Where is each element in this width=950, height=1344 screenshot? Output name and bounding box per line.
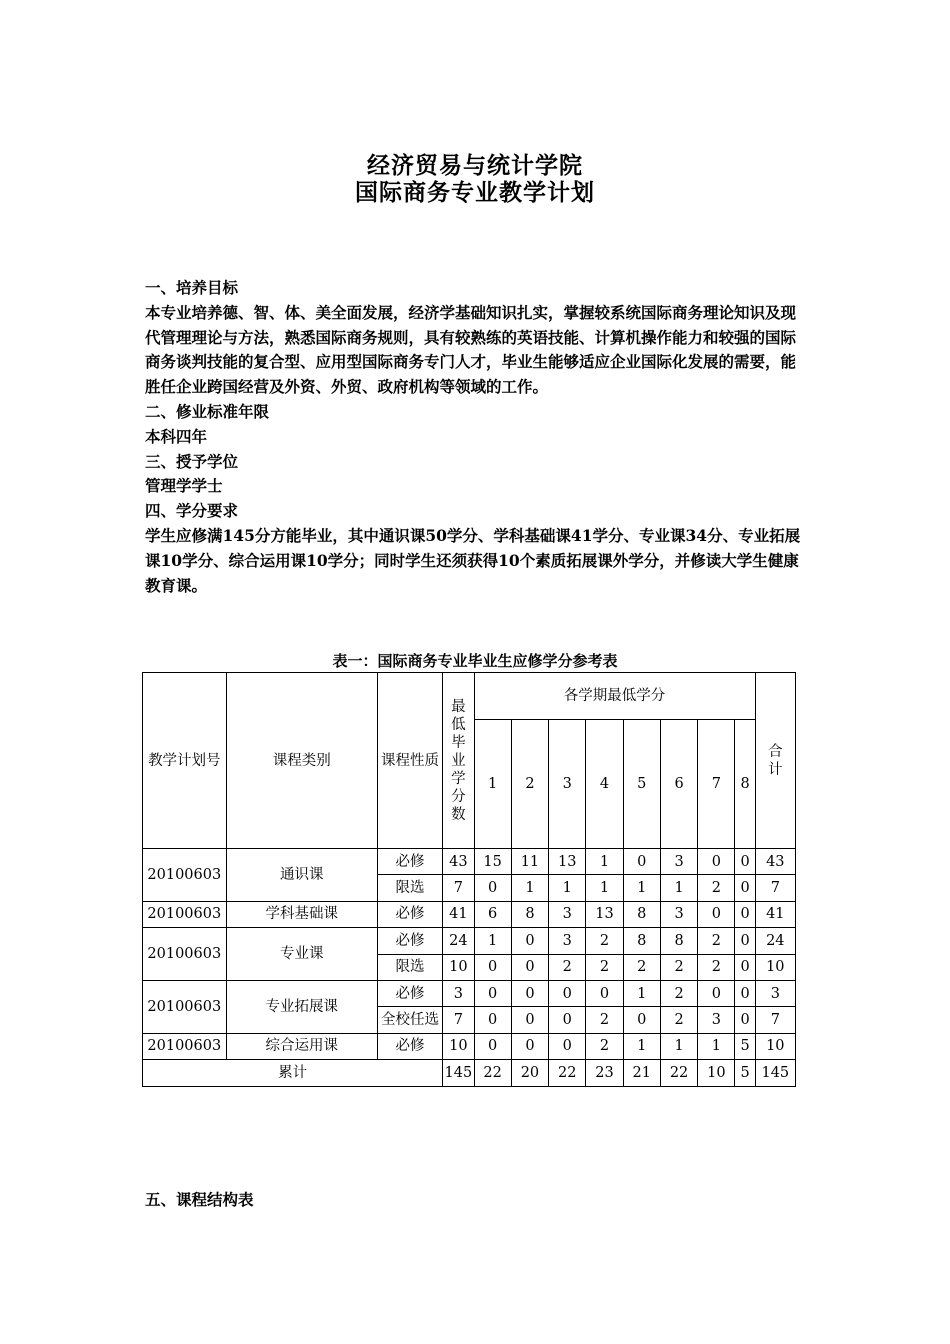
- summary-total: 145: [755, 1060, 795, 1086]
- header-semester-5: 5: [623, 720, 660, 849]
- cell-plan-no: 20100603: [143, 928, 227, 981]
- cell-semester-1: 0: [474, 980, 511, 1006]
- cell-semester-3: 13: [549, 849, 586, 875]
- cell-semester-4: 1: [586, 875, 623, 901]
- cell-semester-6: 2: [660, 1007, 697, 1033]
- cell-semester-5: 0: [623, 1007, 660, 1033]
- summary-semester-7: 10: [698, 1060, 735, 1086]
- cell-min-credits: 7: [443, 875, 474, 901]
- cell-plan-no: 20100603: [143, 980, 227, 1033]
- summary-semester-6: 22: [660, 1060, 697, 1086]
- cell-min-credits: 24: [443, 928, 474, 954]
- header-semester-1: 1: [474, 720, 511, 849]
- cell-semester-2: 0: [511, 928, 548, 954]
- summary-semester-1: 22: [474, 1060, 511, 1086]
- header-total-char: 计: [768, 761, 783, 778]
- header-plan-no: 教学计划号: [143, 673, 227, 849]
- section-3-text: 管理学学士: [145, 476, 223, 496]
- cell-total: 7: [755, 1007, 795, 1033]
- section-2-heading: 二、修业标准年限: [145, 401, 270, 421]
- cell-nature: 必修: [377, 849, 443, 875]
- cell-semester-6: 1: [660, 875, 697, 901]
- cell-plan-no: 20100603: [143, 1033, 227, 1059]
- plan-title: 国际商务专业教学计划: [355, 179, 595, 206]
- summary-semester-4: 23: [586, 1060, 623, 1086]
- cell-semester-7: 2: [698, 928, 735, 954]
- cell-semester-2: 1: [511, 875, 548, 901]
- summary-semester-2: 20: [511, 1060, 548, 1086]
- cell-semester-8: 5: [735, 1033, 755, 1059]
- cell-semester-5: 1: [623, 1033, 660, 1059]
- sections-block: [145, 276, 810, 598]
- cell-semester-7: 2: [698, 954, 735, 980]
- cell-semester-2: 0: [511, 980, 548, 1006]
- cell-semester-4: 0: [586, 980, 623, 1006]
- cell-plan-no: 20100603: [143, 901, 227, 927]
- cell-min-credits: 10: [443, 1033, 474, 1059]
- cell-semester-8: 0: [735, 901, 755, 927]
- cell-semester-1: 0: [474, 954, 511, 980]
- cell-min-credits: 7: [443, 1007, 474, 1033]
- cell-semester-6: 8: [660, 928, 697, 954]
- cell-nature: 必修: [377, 928, 443, 954]
- header-semester-min: 各学期最低学分: [474, 673, 755, 720]
- cell-semester-8: 0: [735, 954, 755, 980]
- cell-semester-2: 8: [511, 901, 548, 927]
- table-row: [143, 1033, 796, 1059]
- cell-nature: 全校任选: [377, 1007, 443, 1033]
- cell-total: 24: [755, 928, 795, 954]
- cell-total: 7: [755, 875, 795, 901]
- cell-semester-2: 11: [511, 849, 548, 875]
- header-min-char: 最: [451, 698, 466, 715]
- cell-semester-6: 2: [660, 980, 697, 1006]
- header-total-char: 合: [768, 743, 783, 760]
- table-row: [143, 901, 796, 927]
- cell-semester-4: 2: [586, 1007, 623, 1033]
- cell-total: 10: [755, 954, 795, 980]
- cell-semester-6: 1: [660, 1033, 697, 1059]
- cell-semester-4: 13: [586, 901, 623, 927]
- summary-label: 累计: [143, 1060, 443, 1086]
- cell-nature: 限选: [377, 954, 443, 980]
- cell-semester-3: 0: [549, 1033, 586, 1059]
- cell-semester-1: 6: [474, 901, 511, 927]
- header-category: 课程类别: [226, 673, 377, 849]
- cell-semester-5: 2: [623, 954, 660, 980]
- cell-nature: 必修: [377, 1033, 443, 1059]
- section-4-text: 学生应修满145分方能毕业，其中通识课50学分、学科基础课41学分、专业课34分、专业拓展课10学分、综合运用课10学分；同时学生还须获得10个素质拓展课外学分，并修读大学生健康教育课。: [145, 525, 801, 595]
- cell-semester-8: 0: [735, 1007, 755, 1033]
- section-1-text: 本专业培养德、智、体、美全面发展，经济学基础知识扎实，掌握较系统国际商务理论知识及现代管理理论与方法，熟悉国际商务规则，具有较熟练的英语技能、计算机操作能力和较强的国际商务谈判技能的复合型、应用型国际商务专门人才，毕业生能够适应企业国际化发展的需要，能胜任企业跨国经营及外资、外贸、政府机构等领域的工作。: [145, 302, 797, 397]
- cell-semester-4: 2: [586, 1033, 623, 1059]
- cell-semester-1: 0: [474, 1033, 511, 1059]
- cell-semester-1: 0: [474, 875, 511, 901]
- cell-semester-6: 3: [660, 901, 697, 927]
- cell-semester-6: 2: [660, 954, 697, 980]
- header-min-char: 低: [451, 716, 466, 733]
- header-min-char: 业: [451, 752, 466, 769]
- cell-semester-5: 1: [623, 875, 660, 901]
- cell-plan-no: 20100603: [143, 849, 227, 902]
- header-nature: 课程性质: [377, 673, 443, 849]
- cell-semester-4: 2: [586, 928, 623, 954]
- summary-row: [143, 1060, 796, 1086]
- cell-semester-5: 8: [623, 928, 660, 954]
- section-4-heading: 四、学分要求: [145, 501, 239, 521]
- section-2-text: 本科四年: [145, 426, 208, 446]
- section-3-heading: 三、授予学位: [145, 451, 239, 471]
- cell-semester-8: 0: [735, 980, 755, 1006]
- cell-semester-7: 2: [698, 875, 735, 901]
- cell-total: 41: [755, 901, 795, 927]
- header-row-1: [143, 673, 796, 720]
- cell-semester-8: 0: [735, 928, 755, 954]
- cell-category: 专业课: [226, 928, 377, 981]
- summary-semester-3: 22: [549, 1060, 586, 1086]
- header-semester-2: 2: [511, 720, 548, 849]
- table-row: [143, 849, 796, 875]
- cell-semester-1: 15: [474, 849, 511, 875]
- cell-semester-7: 3: [698, 1007, 735, 1033]
- cell-semester-2: 0: [511, 1007, 548, 1033]
- cell-semester-8: 0: [735, 875, 755, 901]
- cell-semester-1: 1: [474, 928, 511, 954]
- cell-min-credits: 43: [443, 849, 474, 875]
- cell-category: 通识课: [226, 849, 377, 902]
- cell-semester-3: 2: [549, 954, 586, 980]
- credits-table: [142, 672, 796, 1087]
- cell-min-credits: 41: [443, 901, 474, 927]
- header-min-char: 数: [451, 806, 466, 823]
- table-caption: 表一：国际商务专业毕业生应修学分参考表: [332, 652, 618, 670]
- header-total: [755, 673, 795, 849]
- cell-nature: 限选: [377, 875, 443, 901]
- table-row: [143, 980, 796, 1006]
- cell-semester-3: 3: [549, 901, 586, 927]
- cell-semester-8: 0: [735, 849, 755, 875]
- cell-semester-2: 0: [511, 1033, 548, 1059]
- cell-total: 3: [755, 980, 795, 1006]
- cell-semester-3: 1: [549, 875, 586, 901]
- table-row: [143, 928, 796, 954]
- cell-semester-2: 0: [511, 954, 548, 980]
- summary-semester-5: 21: [623, 1060, 660, 1086]
- header-semester-7: 7: [698, 720, 735, 849]
- header-min-char: 分: [451, 788, 466, 805]
- cell-semester-7: 0: [698, 980, 735, 1006]
- header-semester-8: 8: [735, 720, 755, 849]
- cell-semester-1: 0: [474, 1007, 511, 1033]
- cell-category: 专业拓展课: [226, 980, 377, 1033]
- college-title: 经济贸易与统计学院: [367, 152, 583, 179]
- header-min-credits: [443, 673, 474, 849]
- cell-semester-5: 1: [623, 980, 660, 1006]
- cell-min-credits: 3: [443, 980, 474, 1006]
- summary-min-credits: 145: [443, 1060, 474, 1086]
- cell-semester-5: 0: [623, 849, 660, 875]
- cell-semester-3: 3: [549, 928, 586, 954]
- cell-semester-4: 1: [586, 849, 623, 875]
- cell-nature: 必修: [377, 980, 443, 1006]
- summary-semester-8: 5: [735, 1060, 755, 1086]
- header-min-char: 毕: [451, 734, 466, 751]
- cell-total: 43: [755, 849, 795, 875]
- cell-min-credits: 10: [443, 954, 474, 980]
- cell-total: 10: [755, 1033, 795, 1059]
- cell-semester-3: 0: [549, 1007, 586, 1033]
- cell-category: 综合运用课: [226, 1033, 377, 1059]
- header-min-char: 学: [451, 770, 466, 787]
- header-semester-6: 6: [660, 720, 697, 849]
- cell-semester-7: 0: [698, 849, 735, 875]
- header-semester-4: 4: [586, 720, 623, 849]
- cell-semester-5: 8: [623, 901, 660, 927]
- cell-semester-6: 3: [660, 849, 697, 875]
- cell-semester-7: 1: [698, 1033, 735, 1059]
- cell-nature: 必修: [377, 901, 443, 927]
- cell-category: 学科基础课: [226, 901, 377, 927]
- cell-semester-7: 0: [698, 901, 735, 927]
- cell-semester-3: 0: [549, 980, 586, 1006]
- cell-semester-4: 2: [586, 954, 623, 980]
- section-5-heading: 五、课程结构表: [145, 1190, 254, 1209]
- section-1-heading: 一、培养目标: [145, 278, 239, 297]
- header-semester-3: 3: [549, 720, 586, 849]
